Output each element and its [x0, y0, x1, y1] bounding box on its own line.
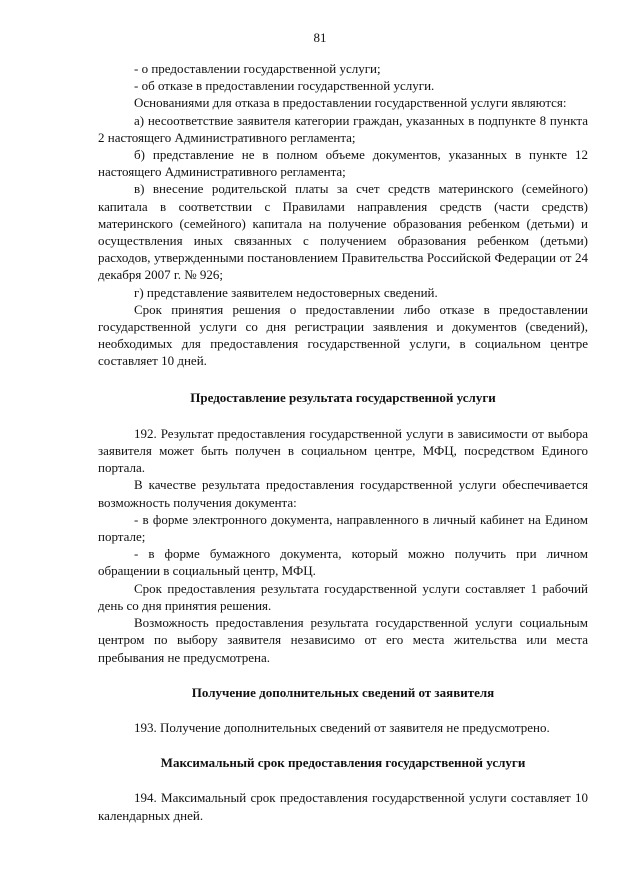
section-heading: Получение дополнительных сведений от заявителя [191, 684, 495, 700]
paragraph: а) несоответствие заявителя категории граждан, указанных в подпункте 8 пункта 2 настоящего Административного регламента; [98, 112, 588, 145]
document-body [98, 60, 588, 824]
paragraph: 192. Результат предоставления государственной услуги в зависимости от выбора заявителя может быть получен в социальном центре, МФЦ, посредством Единого портала. [98, 425, 588, 476]
paragraph: в) внесение родительской платы за счет средств материнского (семейного) капитала в соответствии с Правилами направления средств (части средств) материнского (семейного) капитала на получение образования ребенком (детьми) и осуществления иных связанных с получением образования ребенком (детьми) расходов, утвержденными постановлением Правительства Российской Федерации от 24 декабря 2007 г. № 926; [98, 181, 588, 283]
paragraph: Срок предоставления результата государственной услуги составляет 1 рабочий день со дня принятия решения. [98, 580, 588, 613]
section-heading: Максимальный срок предоставления государственной услуги [160, 755, 526, 771]
section-heading: Предоставление результата государственной услуги [190, 389, 496, 405]
paragraph: - о предоставлении государственной услуги; [134, 61, 381, 76]
paragraph: б) представление не в полном объеме документов, указанных в пункте 12 настоящего Административного регламента; [98, 147, 588, 180]
paragraph: Возможность предоставления результата государственной услуги социальным центром по выбору заявителя независимо от его места жительства или места пребывания не предусмотрена. [98, 615, 588, 665]
paragraph: - об отказе в предоставлении государственной услуги. [134, 78, 435, 94]
paragraph: В качестве результата предоставления государственной услуги обеспечивается возможность получения документа: [98, 477, 588, 510]
page-number: 81 [313, 30, 327, 45]
paragraph: г) представление заявителем недостоверных сведений. [134, 284, 438, 300]
paragraph: 194. Максимальный срок предоставления государственной услуги составляет 10 календарных дней. [98, 790, 588, 823]
paragraph: - в форме электронного документа, направленного в личный кабинет на Едином портале; [98, 511, 588, 545]
paragraph: - в форме бумажного документа, который можно получить при личном обращении в социальный центр, МФЦ. [98, 546, 588, 579]
paragraph: Срок принятия решения о предоставлении либо отказе в предоставлении государственной услуги со дня регистрации заявления и документов (сведений), необходимых для предоставления государственной услуги, в социальном центре составляет 10 дней. [98, 301, 588, 369]
paragraph: Основаниями для отказа в предоставлении государственной услуги являются: [134, 95, 567, 111]
paragraph: 193. Получение дополнительных сведений от заявителя не предусмотрено. [134, 719, 550, 735]
